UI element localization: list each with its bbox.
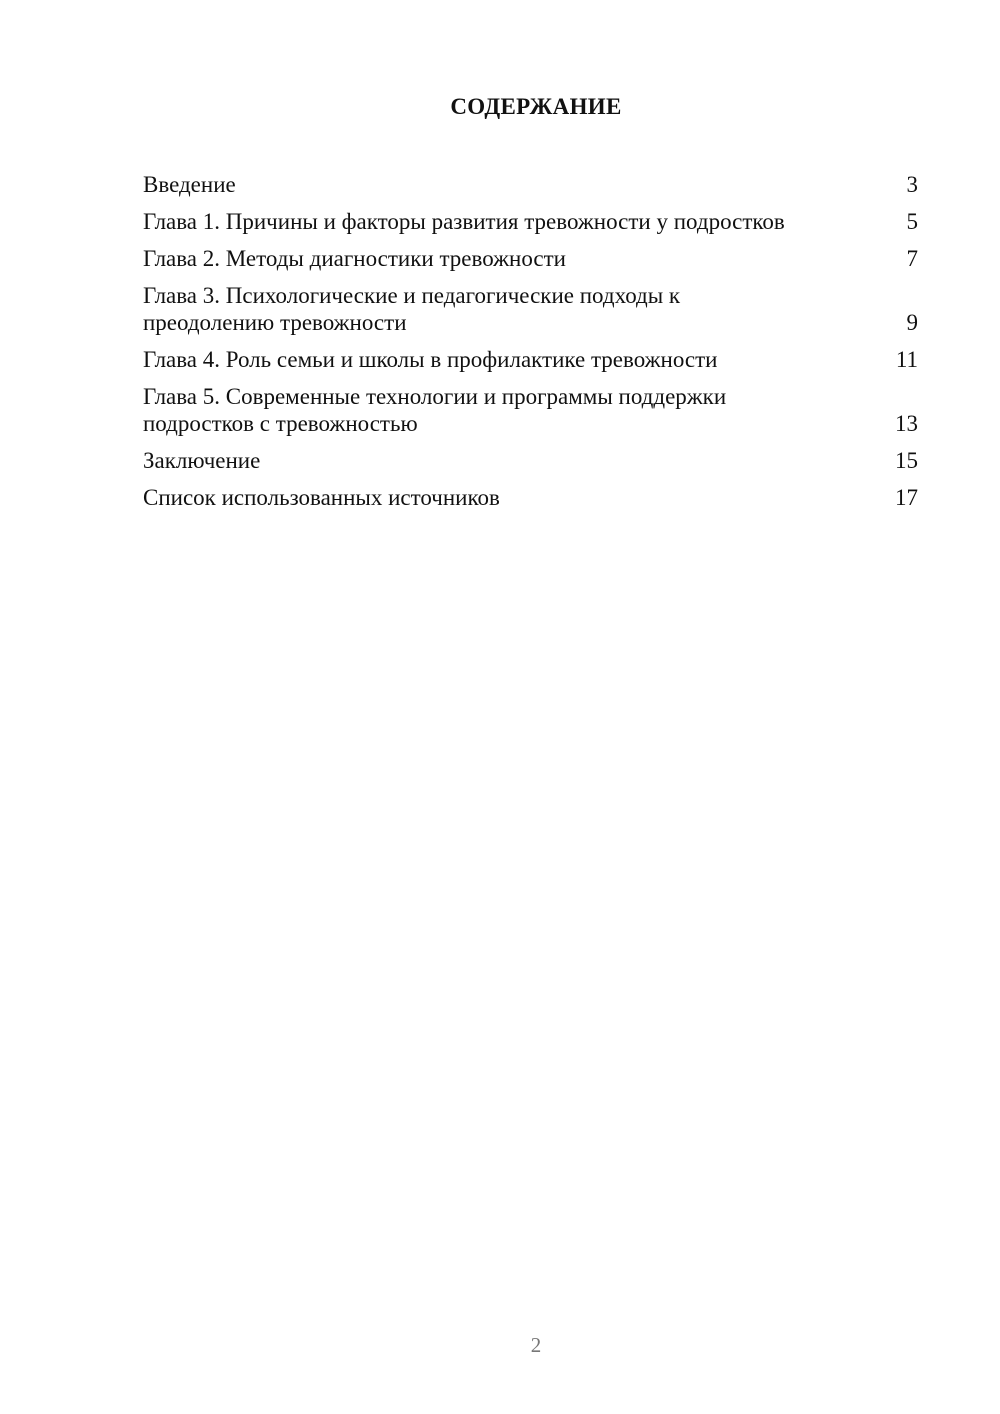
toc-entry-page: 3 [906,172,918,197]
toc-entry-label: Глава 3. Психологические и педагогические подходы к преодолению тревожности [143,283,681,335]
toc-entry-label: Список использованных источников [143,485,500,510]
toc-entry-label: Введение [143,172,236,197]
toc-entry-label: Глава 4. Роль семьи и школы в профилактике тревожности [143,347,718,372]
toc-entry-label: Глава 5. Современные технологии и программы поддержки подростков с тревожностью [143,384,727,436]
toc-entry-page: 7 [906,246,918,271]
toc-entry-label: Глава 1. Причины и факторы развития тревожности у подростков [143,209,785,234]
toc-entry-page: 9 [906,310,918,335]
toc-entry-label: Заключение [143,448,261,473]
toc-entry-page: 17 [895,485,918,510]
toc-entry-introduction [143,171,918,198]
toc-entry-conclusion [143,447,918,474]
toc-entry-chapter-5 [143,383,918,437]
toc-entry-label: Глава 2. Методы диагностики тревожности [143,246,566,271]
toc-entry-page: 15 [895,448,918,473]
table-of-contents [143,171,918,521]
toc-entry-page: 5 [906,209,918,234]
page-number: 2 [530,1333,542,1357]
toc-entry-page: 11 [895,347,918,372]
toc-entry-chapter-4 [143,346,918,373]
toc-entry-references [143,484,918,511]
toc-entry-chapter-1 [143,208,918,235]
page-title: СОДЕРЖАНИЕ [450,94,622,119]
toc-entry-chapter-2 [143,245,918,272]
toc-entry-chapter-3 [143,282,918,336]
toc-entry-page: 13 [895,411,918,436]
